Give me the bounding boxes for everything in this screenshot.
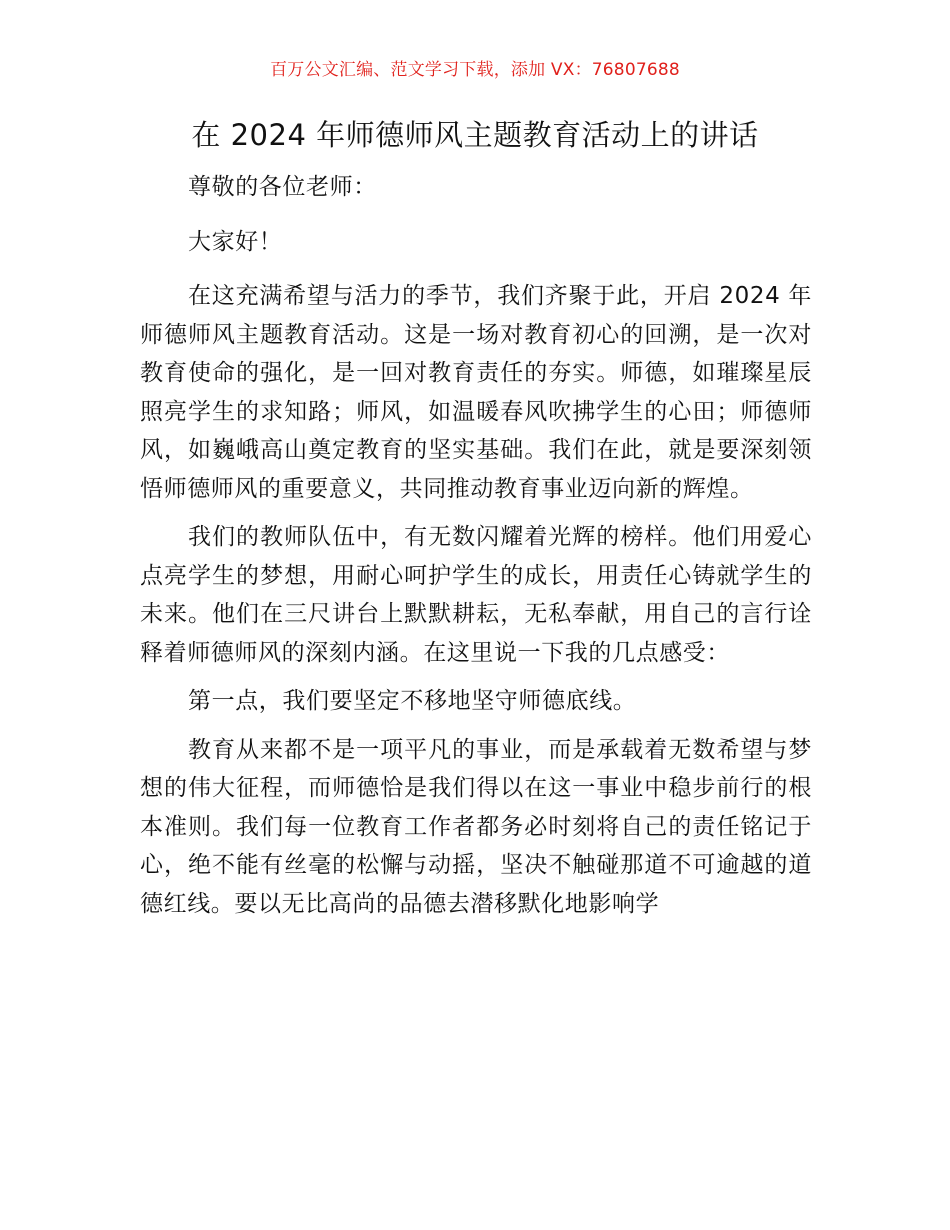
paragraph-point-one-body: 教育从来都不是一项平凡的事业，而是承载着无数希望与梦想的伟大征程，而师德恰是我们得以在这一事业中稳步前行的根本准则。我们每一位教育工作者都务必时刻将自己的责任铭记于心，绝不能有丝毫的松懈与动摇，坚决不触碰那道不可逾越的道德红线。要以无比高尚的品德去潜移默化地影响学 — [140, 736, 812, 917]
document-body — [140, 168, 812, 933]
paragraph-role-models: 我们的教师队伍中，有无数闪耀着光辉的榜样。他们用爱心点亮学生的梦想，用耐心呵护学生的成长，用责任心铸就学生的未来。他们在三尺讲台上默默耕耘，无私奉献，用自己的言行诠释着师德师风的深刻内涵。在这里说一下我的几点感受： — [140, 524, 812, 666]
salutation: 尊敬的各位老师： — [188, 174, 377, 200]
greeting: 大家好！ — [188, 228, 283, 255]
paragraph-point-one-heading: 第一点，我们要坚定不移地坚守师德底线。 — [188, 688, 637, 714]
header-watermark-note: 百万公文汇编、范文学习下载，添加 VX：76807688 — [270, 60, 680, 80]
paragraph-intro: 在这充满希望与活力的季节，我们齐聚于此，开启 2024 年师德师风主题教育活动。这是一场对教育初心的回溯，是一次对教育使命的强化，是一回对教育责任的夯实。师德，如璀璨星辰照亮学生的求知路；师风，如温暖春风吹拂学生的心田；师德师风，如巍峨高山奠定教育的坚实基础。我们在此，就是要深刻领悟师德师风的重要意义，共同推动教育事业迈向新的辉煌。 — [140, 283, 812, 502]
document-title: 在 2024 年师德师风主题教育活动上的讲话 — [191, 118, 759, 152]
